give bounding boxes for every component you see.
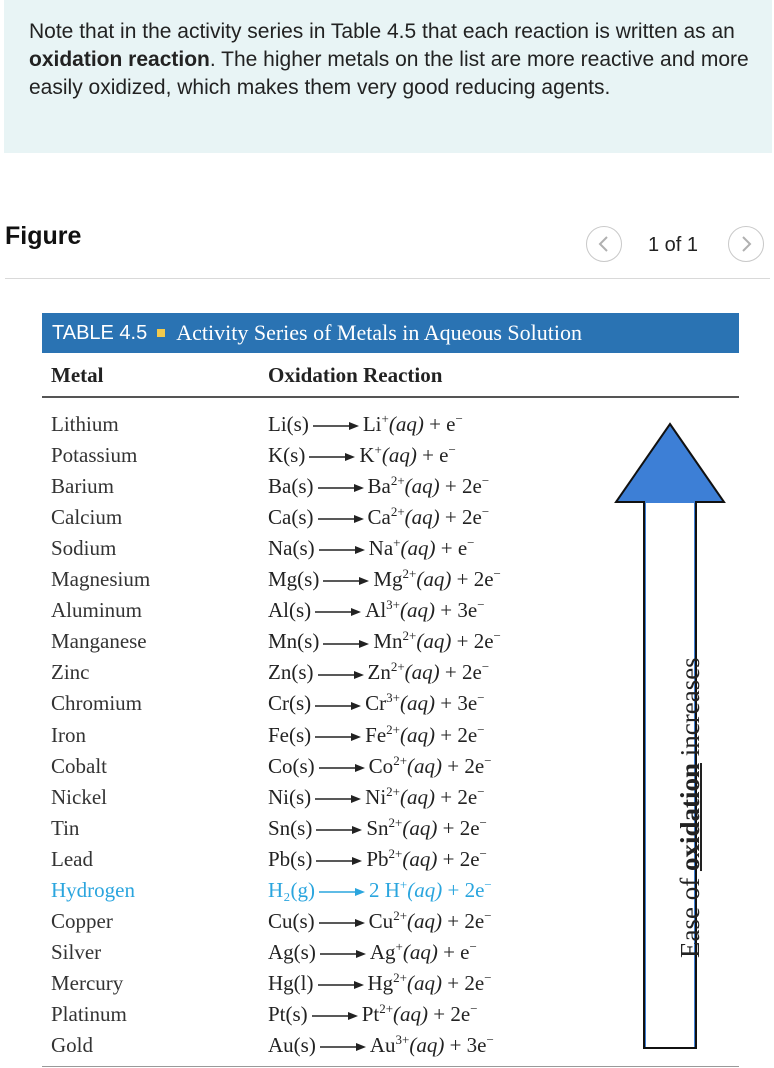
metal-name: Sodium — [51, 536, 117, 561]
reaction-arrow-icon — [318, 979, 364, 991]
info-note — [4, 0, 772, 153]
reaction-arrow-icon — [309, 451, 355, 463]
oxidation-reaction — [268, 564, 501, 595]
reactant: Ca(s) — [268, 505, 314, 530]
oxidation-reaction — [268, 720, 485, 751]
reaction-arrow-icon — [318, 513, 364, 525]
product: $Sn^{2+}(aq) + 2e^-$ — [366, 814, 487, 840]
section-divider — [5, 278, 770, 279]
product: $Hg^{2+}(aq) + 2e^-$ — [367, 969, 492, 995]
reactant: H₂(g) — [268, 877, 315, 902]
product: $Pt^{2+}(aq) + 2e^-$ — [361, 1000, 478, 1026]
reaction-arrow-icon — [318, 482, 364, 494]
product: $Ba^{2+}(aq) + 2e^-$ — [367, 473, 490, 499]
metal-name: Hydrogen — [51, 877, 135, 902]
reaction-arrow-icon — [315, 700, 361, 712]
oxidation-reaction — [268, 937, 477, 968]
reactant: K(s) — [268, 443, 306, 468]
product: $Co^{2+}(aq) + 2e^-$ — [368, 752, 492, 778]
oxidation-reaction — [268, 688, 485, 719]
note-text-start: Note that in the activity series in Table 4.5 that each reaction is written as an — [29, 20, 735, 43]
metal-name: Iron — [51, 722, 86, 747]
reactant: Cr(s) — [268, 691, 312, 716]
product: $Al^{3+}(aq) + 3e^-$ — [365, 597, 485, 623]
next-figure-button[interactable] — [728, 226, 764, 262]
reactant: Mg(s) — [268, 567, 320, 592]
product: $Fe^{2+}(aq) + 2e^-$ — [365, 721, 485, 747]
reactant: Au(s) — [268, 1033, 316, 1057]
reactant: Fe(s) — [268, 722, 312, 747]
metal-name: Copper — [51, 908, 113, 933]
metal-name: Nickel — [51, 784, 107, 809]
product: $Pb^{2+}(aq) + 2e^-$ — [366, 845, 487, 871]
reactant: Pb(s) — [268, 846, 313, 871]
product: Na+(aq) + e− — [368, 535, 475, 561]
up-arrow-icon — [614, 422, 726, 1050]
bottom-rule — [42, 1066, 739, 1067]
reaction-arrow-icon — [319, 886, 365, 898]
chevron-right-icon — [739, 235, 753, 253]
oxidation-reaction — [268, 1030, 494, 1061]
oxidation-reaction — [268, 782, 485, 813]
reaction-arrow-icon — [318, 669, 364, 681]
table-number: TABLE 4.5 — [52, 321, 148, 344]
oxidation-reaction — [268, 626, 501, 657]
oxidation-reaction — [268, 875, 492, 906]
product: $Zn^{2+}(aq) + 2e^-$ — [367, 659, 490, 685]
reactant: Ag(s) — [268, 939, 316, 964]
metal-name: Aluminum — [51, 598, 143, 623]
column-header-reaction: Oxidation Reaction — [268, 363, 443, 387]
reaction-arrow-icon — [315, 731, 361, 743]
product: Ag+(aq) + e− — [369, 938, 477, 964]
figure-heading: Figure — [5, 222, 82, 250]
reactant: Al(s) — [268, 598, 312, 623]
oxidation-reaction — [268, 968, 492, 999]
reaction-arrow-icon — [323, 575, 369, 587]
reaction-arrow-icon — [320, 948, 366, 960]
metal-name: Cobalt — [51, 753, 107, 778]
reaction-arrow-icon — [319, 917, 365, 929]
oxidation-reaction — [268, 844, 487, 875]
reaction-arrow-icon — [313, 420, 359, 432]
oxidation-reaction — [268, 409, 463, 440]
reactant: Ba(s) — [268, 474, 314, 499]
metal-name: Silver — [51, 939, 102, 964]
reactant: Co(s) — [268, 753, 315, 778]
oxidation-reaction — [268, 533, 475, 564]
product: Li+(aq) + e− — [362, 411, 463, 436]
reactant: Sn(s) — [268, 815, 313, 840]
reaction-arrow-icon — [319, 762, 365, 774]
page-indicator: 1 of 1 — [648, 234, 699, 256]
oxidation-reaction — [268, 999, 478, 1030]
metal-name: Mercury — [51, 970, 124, 995]
reaction-arrow-icon — [312, 1010, 358, 1022]
metal-name: Calcium — [51, 505, 123, 530]
arrow-label-start: Ease of — [675, 871, 705, 958]
product: $Au^{3+}(aq) + 3e^-$ — [369, 1032, 494, 1057]
product: $Mn^{2+}(aq) + 2e^-$ — [373, 628, 501, 654]
arrow-label — [675, 657, 706, 958]
oxidation-reaction — [268, 502, 489, 533]
metal-name: Gold — [51, 1033, 93, 1057]
metal-name: Zinc — [51, 660, 90, 685]
oxidation-reaction — [268, 813, 487, 844]
note-bold-term: oxidation reaction — [29, 48, 210, 71]
column-header-metal: Metal — [51, 363, 104, 387]
oxidation-reaction — [268, 657, 489, 688]
product: $Mg^{2+}(aq) + 2e^-$ — [373, 566, 501, 592]
product: K+(aq) + e− — [359, 442, 456, 468]
reactant: Cu(s) — [268, 908, 315, 933]
header-rule — [42, 396, 739, 398]
reaction-arrow-icon — [316, 855, 362, 867]
oxidation-reaction — [268, 595, 485, 626]
chevron-left-icon — [597, 235, 611, 253]
product: 2 H+(aq) + 2e− — [368, 876, 492, 902]
metal-name: Platinum — [51, 1001, 127, 1026]
product: $Cu^{2+}(aq) + 2e^-$ — [368, 907, 492, 933]
metal-name: Lithium — [51, 412, 119, 436]
reaction-arrow-icon — [323, 638, 369, 650]
oxidation-reaction — [268, 440, 456, 471]
metal-name: Chromium — [51, 691, 143, 716]
oxidation-reaction — [268, 471, 489, 502]
reactant: Mn(s) — [268, 629, 320, 654]
previous-figure-button[interactable] — [586, 226, 622, 262]
metal-name: Manganese — [51, 629, 147, 654]
metal-name: Tin — [51, 815, 80, 840]
product: $Cr^{3+}(aq) + 3e^-$ — [365, 690, 485, 716]
title-bullet — [157, 329, 165, 337]
arrow-label-end: increases — [675, 657, 705, 763]
metal-name: Lead — [51, 846, 93, 871]
table-title: Activity Series of Metals in Aqueous Solution — [176, 320, 582, 345]
note-text-end: . The higher metals on the list are more reactive and more easily oxidized, which makes them very good reducing agents. — [29, 48, 749, 99]
reactant: Zn(s) — [268, 660, 314, 685]
reaction-arrow-icon — [315, 793, 361, 805]
reaction-arrow-icon — [315, 606, 361, 618]
oxidation-reaction — [268, 906, 492, 937]
reactant: Na(s) — [268, 536, 315, 561]
reactant: Li(s) — [268, 412, 309, 436]
metal-name: Potassium — [51, 443, 138, 468]
reaction-arrow-icon — [320, 1041, 366, 1053]
oxidation-reaction — [268, 751, 492, 782]
reactant: Hg(l) — [268, 970, 314, 995]
table-title-bar — [42, 313, 739, 353]
product: $Ni^{2+}(aq) + 2e^-$ — [365, 783, 485, 809]
product: $Ca^{2+}(aq) + 2e^-$ — [367, 504, 490, 530]
metal-name: Magnesium — [51, 567, 151, 592]
reactant: Ni(s) — [268, 784, 312, 809]
reaction-arrow-icon — [319, 544, 365, 556]
reaction-arrow-icon — [316, 824, 362, 836]
arrow-label-bold: oxidation — [675, 763, 705, 872]
metal-name: Barium — [51, 474, 114, 499]
figure-pager — [0, 225, 774, 265]
reactant: Pt(s) — [268, 1001, 308, 1026]
